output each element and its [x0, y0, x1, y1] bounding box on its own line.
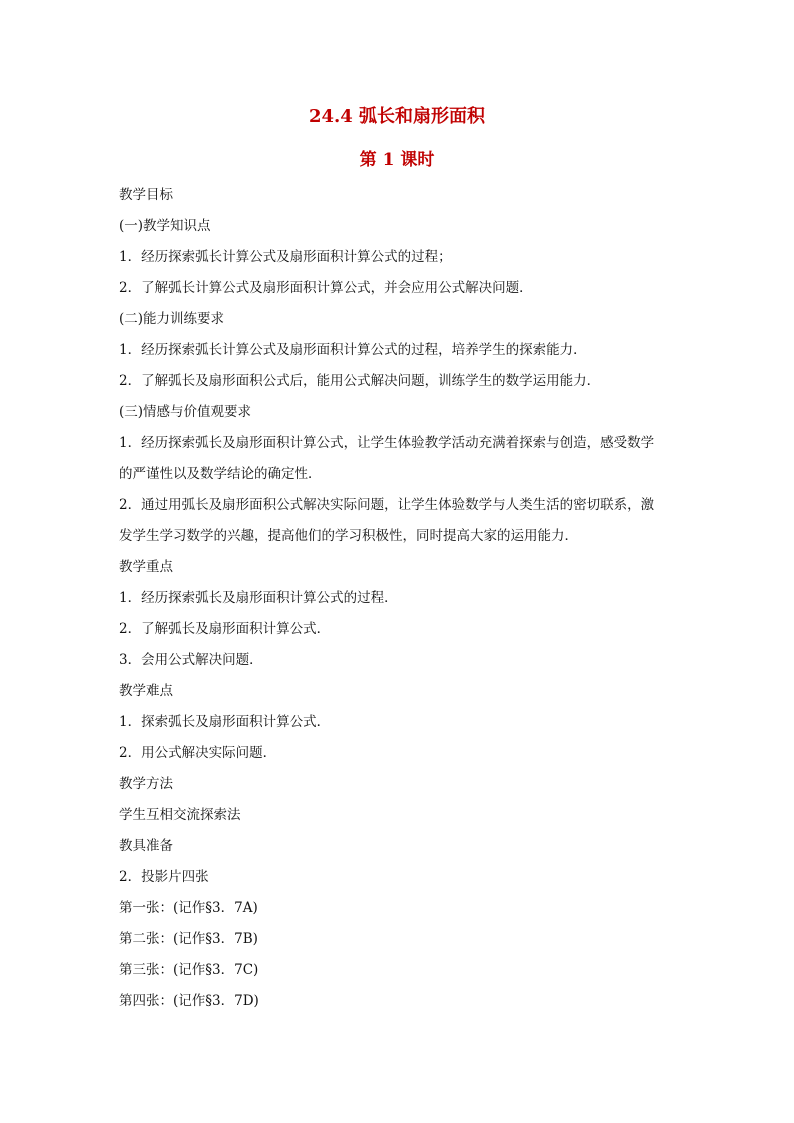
section-heading-key-points: 教学重点	[119, 559, 173, 575]
paragraph-line: 1．经历探索弧长及扇形面积计算公式的过程．	[119, 590, 398, 606]
paragraph-line: 2．了解弧长计算公式及扇形面积计算公式，并会应用公式解决问题．	[119, 280, 533, 296]
paragraph-line: 学生互相交流探索法	[119, 807, 241, 823]
paragraph-line: 第四张：(记作§3．7D)	[119, 993, 259, 1009]
paragraph-line: 3．会用公式解决问题．	[119, 652, 263, 668]
section-heading-methods: 教学方法	[119, 776, 173, 792]
paragraph-line: 第三张：(记作§3．7C)	[119, 962, 259, 978]
subheading-ability-requirements: (二)能力训练要求	[119, 311, 225, 327]
document-body	[119, 183, 681, 1020]
paragraph-line: 2．了解弧长及扇形面积计算公式．	[119, 621, 331, 637]
paragraph-line: 2．了解弧长及扇形面积公式后，能用公式解决问题，训练学生的数学运用能力．	[119, 373, 601, 389]
document-title: 24.4 弧长和扇形面积	[308, 106, 486, 127]
paragraph-line: 第一张：(记作§3．7A)	[119, 900, 258, 916]
paragraph-line: 1．经历探索弧长计算公式及扇形面积计算公式的过程，培养学生的探索能力．	[119, 342, 587, 358]
paragraph-line: 2．投影片四张	[119, 869, 209, 885]
paragraph-line: 1．经历探索弧长计算公式及扇形面积计算公式的过程；	[119, 249, 452, 265]
paragraph-line: 2．用公式解决实际问题．	[119, 745, 277, 761]
paragraph-line: 发学生学习数学的兴趣，提高他们的学习积极性，同时提高大家的运用能力．	[119, 528, 578, 544]
paragraph-line: 2．通过用弧长及扇形面积公式解决实际问题，让学生体验数学与人类生活的密切联系，激	[119, 497, 655, 513]
section-heading-difficulties: 教学难点	[119, 683, 173, 699]
paragraph-line: 1．探索弧长及扇形面积计算公式．	[119, 714, 331, 730]
paragraph-line: 第二张：(记作§3．7B)	[119, 931, 258, 947]
paragraph-line: 1．经历探索弧长及扇形面积计算公式，让学生体验教学活动充满着探索与创造，感受数学	[119, 435, 655, 451]
section-heading-materials: 教具准备	[119, 838, 173, 854]
subheading-emotion-values: (三)情感与价值观要求	[119, 404, 252, 420]
document-subtitle: 第 1 课时	[359, 150, 435, 170]
paragraph-line: 的严谨性以及数学结论的确定性．	[119, 466, 322, 482]
subheading-knowledge-points: (一)教学知识点	[119, 218, 211, 234]
section-heading-objectives: 教学目标	[119, 187, 173, 203]
